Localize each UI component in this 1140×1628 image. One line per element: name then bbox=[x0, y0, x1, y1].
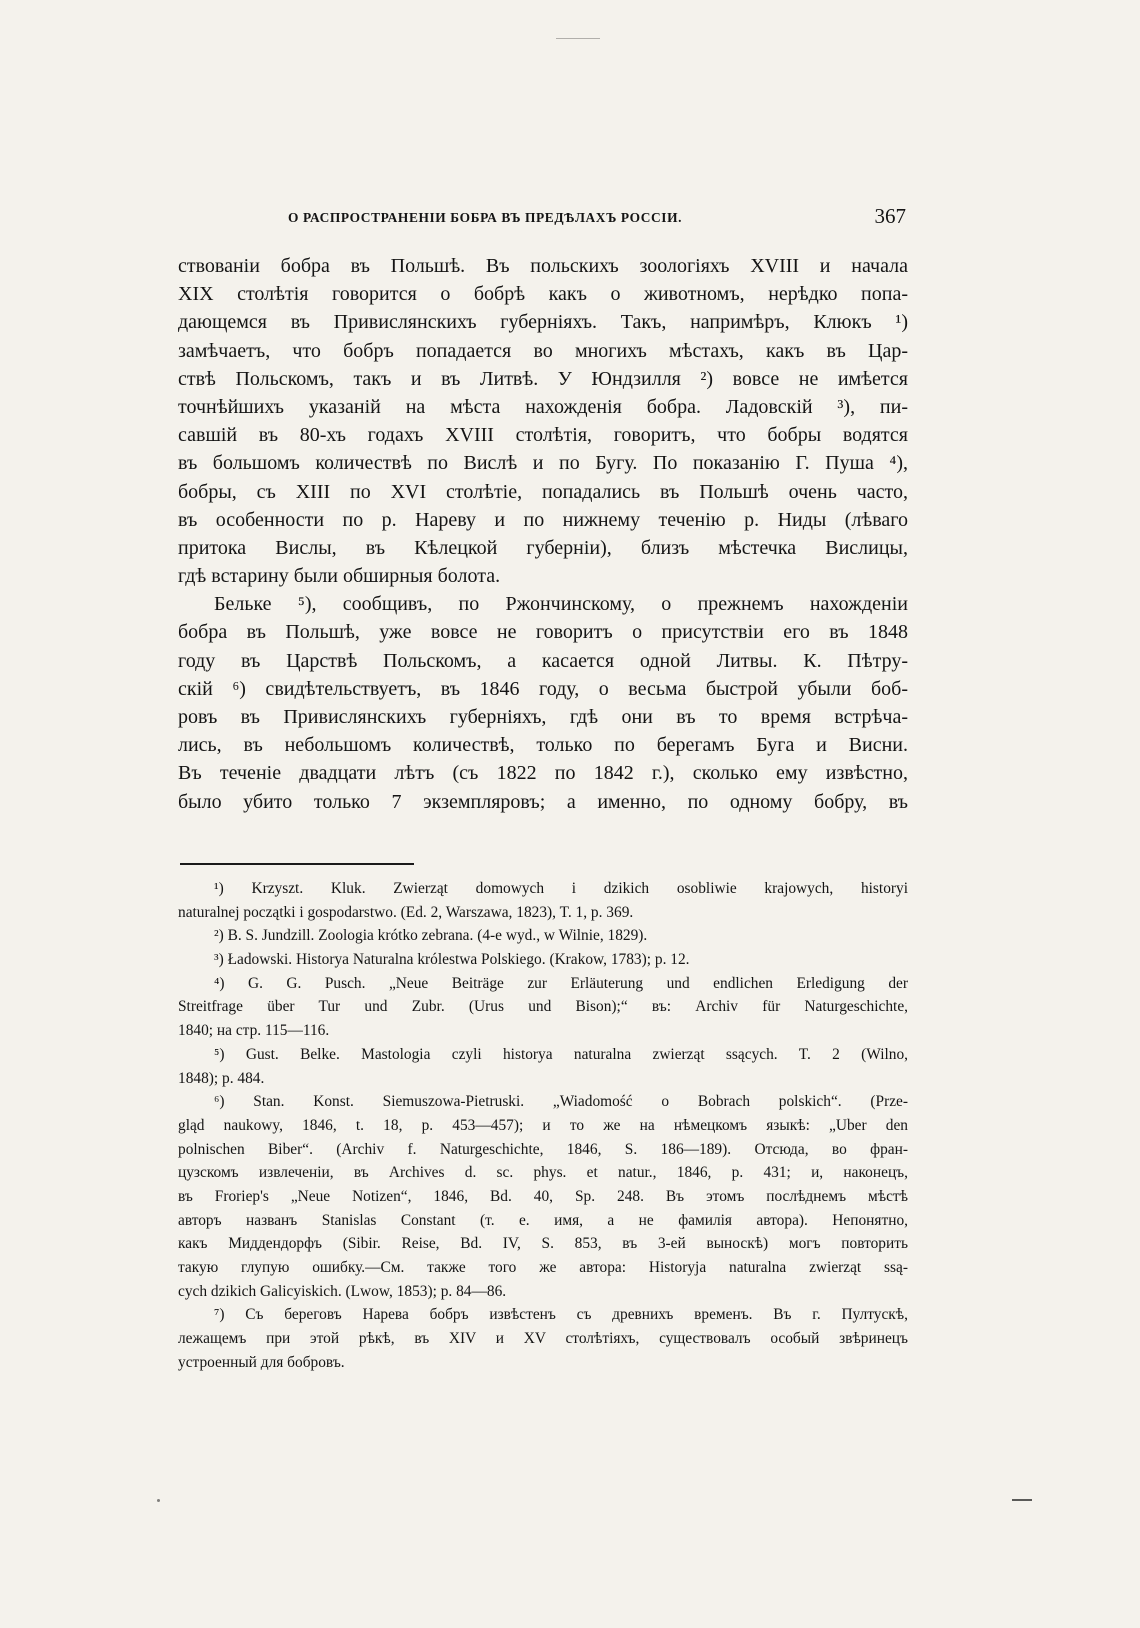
body-line-15: году въ Царствѣ Польскомъ, а касается одной Литвы. К. Пѣтру- bbox=[178, 649, 908, 672]
footnote-line-9: 1848); p. 484. bbox=[178, 1069, 265, 1087]
body-line-4: замѣчаетъ, что бобръ попадается во многихъ мѣстахъ, какъ въ Цар- bbox=[178, 339, 908, 362]
running-head bbox=[288, 206, 906, 236]
scan-mark-bottom-right bbox=[1012, 1499, 1032, 1501]
body-line-1: ствованіи бобра въ Польшѣ. Въ польскихъ зоологіяхъ XVIII и начала bbox=[178, 255, 908, 277]
footnote-line-7: 1840; на стр. 115—116. bbox=[178, 1022, 330, 1040]
body-line-5: ствѣ Польскомъ, такъ и въ Литвѣ. У Юндзилля ²) вовсе не имѣется bbox=[178, 367, 908, 390]
body-text bbox=[178, 252, 908, 816]
footnote-line-18: cych dzikich Galicyiskich. (Lwow, 1853); p. 84—86. bbox=[178, 1282, 507, 1300]
footnote-line-21: устроенный для бобровъ. bbox=[178, 1353, 345, 1371]
body-line-11: притока Вислы, въ Кѣлецкой губерніи), близъ мѣстечка Вислицы, bbox=[178, 536, 908, 559]
footnote-line-14: въ Froriep's „Neue Notizen“, 1846, Bd. 40, Sp. 248. Въ этомъ послѣднемъ мѣстѣ bbox=[178, 1187, 908, 1205]
body-line-6: точнѣйшихъ указаній на мѣста нахожденія бобра. Ладовскій ³), пи- bbox=[178, 395, 908, 418]
body-line-19: Въ теченіе двадцати лѣтъ (съ 1822 по 1842 г.), сколько ему извѣстно, bbox=[178, 762, 908, 785]
footnote-line-16: какъ Миддендорфъ (Sibir. Reise, Bd. IV, S. 853, въ 3-ей выноскѣ) могъ повторить bbox=[178, 1235, 908, 1253]
body-line-10: въ особенности по р. Нареву и по нижнему теченію р. Ниды (лѣваго bbox=[178, 508, 908, 531]
footnote-line-4: ³) Ładowski. Historya Naturalna królestwa Polskiego. (Krakow, 1783); p. 12. bbox=[214, 951, 690, 969]
footnote-line-15: авторъ названъ Stanislas Constant (т. е. имя, а не фамилія автора). Непонятно, bbox=[178, 1211, 908, 1229]
page-number: 367 bbox=[874, 204, 906, 228]
scan-mark-top bbox=[556, 38, 600, 39]
body-line-9: бобры, съ XIII по XVI столѣтіе, попадались въ Польшѣ очень часто, bbox=[178, 480, 908, 503]
footnote-line-6: Streitfrage über Tur und Zubr. (Urus und Bison);“ въ: Archiv für Naturgeschichte, bbox=[178, 998, 908, 1016]
footnote-line-3: ²) B. S. Jundzill. Zoologia krótko zebrana. (4-е wyd., w Wilnie, 1829). bbox=[214, 927, 648, 945]
running-title: О РАСПРОСТРАНЕНІИ БОБРА ВЪ ПРЕДѢЛАХЪ РОССІИ. bbox=[288, 210, 683, 225]
body-line-13: Бельке ⁵), сообщивъ, по Ржончинскому, о прежнемъ нахожденіи bbox=[214, 593, 908, 616]
footnote-line-2: naturalnej początki i gospodarstwo. (Ed. 2, Warszawa, 1823), T. 1, p. 369. bbox=[178, 903, 634, 921]
footnote-line-12: polnischen Biber“. (Archiv f. Naturgeschichte, 1846, S. 186—189). Отсюда, во фран- bbox=[178, 1140, 908, 1158]
footnote-line-10: ⁶) Stan. Konst. Siemuszowa-Pietruski. „Wiadomość o Bobrach polskich“. (Prze- bbox=[214, 1093, 908, 1111]
footnote-line-5: ⁴) G. G. Pusch. „Neue Beiträge zur Erläuterung und endlichen Erledigung der bbox=[214, 974, 908, 992]
footnote-separator-rule bbox=[180, 863, 414, 865]
body-line-2: XIX столѣтія говорится о бобрѣ какъ о животномъ, нерѣдко попа- bbox=[178, 283, 908, 306]
footnote-line-8: ⁵) Gust. Belke. Mastologia czyli historya naturalna zwierząt ssących. T. 2 (Wilno, bbox=[214, 1045, 908, 1063]
footnote-line-17: такую глупую ошибку.—См. также того же автора: Historyja naturalna zwierząt ssą- bbox=[178, 1259, 908, 1276]
body-line-8: въ большомъ количествѣ по Вислѣ и по Бугу. По показанію Г. Пуша ⁴), bbox=[178, 452, 908, 475]
body-line-18: лись, въ небольшомъ количествѣ, только по берегамъ Буга и Висни. bbox=[178, 734, 908, 757]
footnote-line-20: лежащемъ при этой рѣкѣ, въ XIV и XV столѣтіяхъ, существовалъ особый звѣринецъ bbox=[178, 1330, 908, 1348]
body-line-20: было убито только 7 экземпляровъ; а именно, по одному бобру, въ bbox=[178, 790, 908, 813]
body-line-3: дающемся въ Привислянскихъ губерніяхъ. Такъ, напримѣръ, Клюкъ ¹) bbox=[178, 311, 908, 334]
footnote-line-1: ¹) Krzyszt. Kluk. Zwierząt domowych i dzikich osobliwie krajowych, historyi bbox=[214, 880, 908, 897]
scan-dot-bottom-left bbox=[157, 1499, 160, 1502]
footnote-line-19: ⁷) Съ береговъ Нарева бобръ извѣстенъ съ древнихъ временъ. Въ г. Пултускѣ, bbox=[214, 1306, 908, 1324]
body-line-14: бобра въ Польшѣ, уже вовсе не говоритъ о присутствіи его въ 1848 bbox=[178, 621, 908, 644]
footnotes bbox=[178, 877, 908, 1374]
body-line-16: скій ⁶) свидѣтельствуетъ, въ 1846 году, о весьма быстрой убыли боб- bbox=[178, 677, 908, 700]
body-line-7: савшій въ 80-хъ годахъ XVIII столѣтія, говоритъ, что бобры водятся bbox=[178, 424, 908, 447]
footnote-line-13: цузскомъ извлеченіи, въ Archives d. sc. phys. et natur., 1846, p. 431; и, наконецъ, bbox=[178, 1164, 908, 1182]
body-line-12: гдѣ встарину были обширныя болота. bbox=[178, 565, 501, 588]
footnote-line-11: gląd naukowy, 1846, t. 18, p. 453—457); и то же на нѣмецкомъ языкѣ: „Uber den bbox=[178, 1116, 908, 1134]
body-line-17: ровъ въ Привислянскихъ губерніяхъ, гдѣ они въ то время встрѣча- bbox=[178, 706, 908, 728]
